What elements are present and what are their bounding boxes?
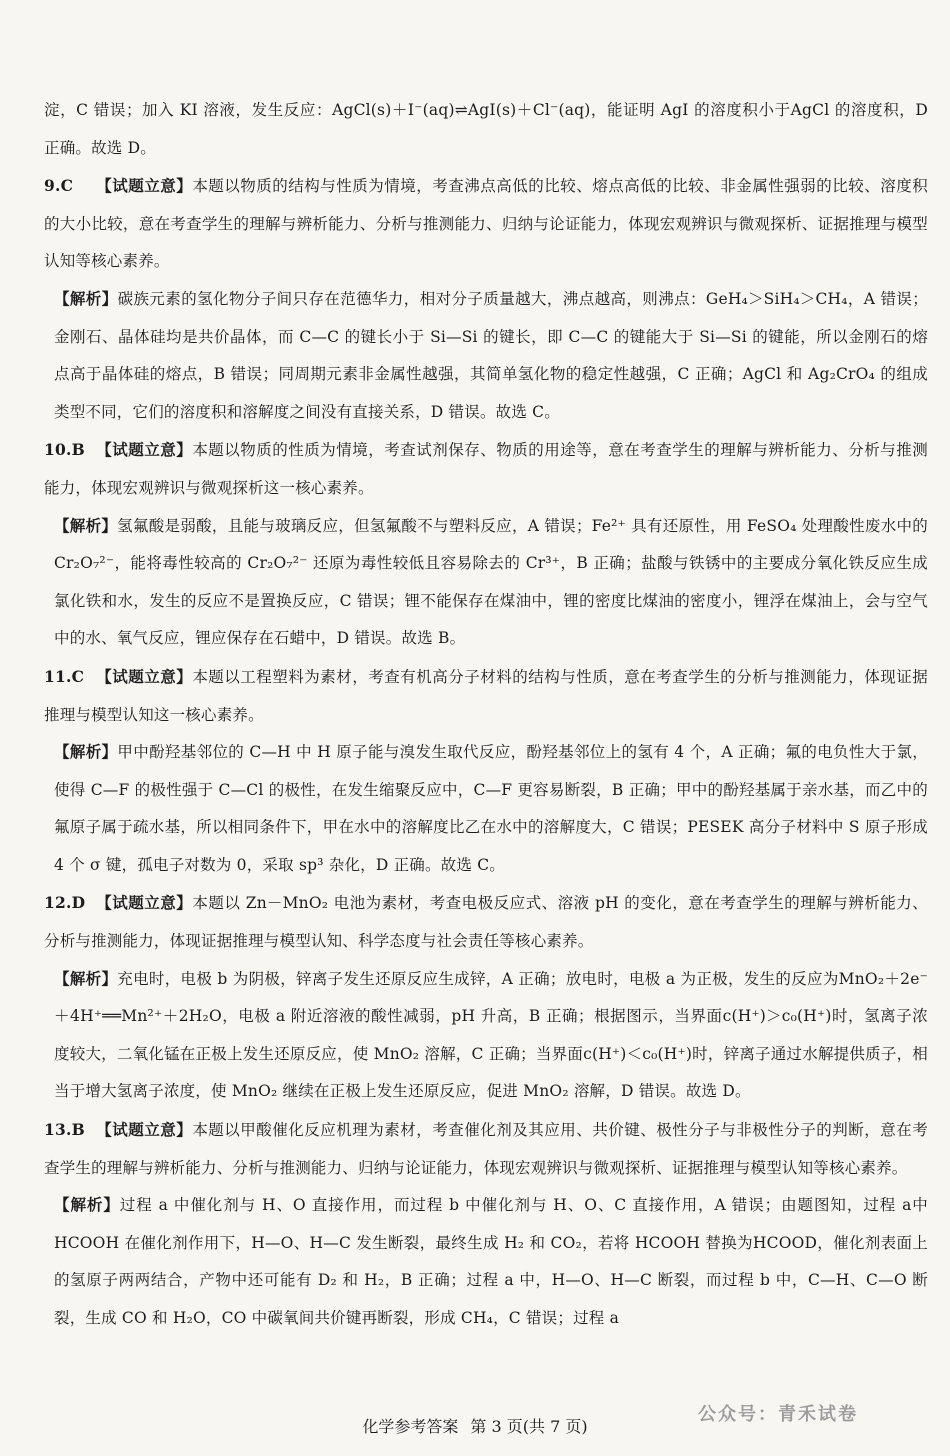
analysis-text: 氢氟酸是弱酸，且能与玻璃反应，但氢氟酸不与塑料反应，A 错误；Fe²⁺ 具有还原性，用 FeSO₄ 处理酸性废水中的 Cr₂O₇²⁻，能将毒性较高的 Cr₂O₇²⁻ 还原为毒性较低且容易除去的 Cr³⁺，B 正确；盐酸与铁锈中的主要成分氧化铁反应生成氯化铁和水，发生的反应不是置换反应，C 错误；锂不能保存在煤油中，锂的密度比煤油的密度小，锂浮在煤油上，会与空气中的水、氧气反应，锂应保存在石蜡中，D 错误。故选 B。 bbox=[54, 516, 928, 648]
analysis-text: 充电时，电极 b 为阴极，锌离子发生还原反应生成锌，A 正确；放电时，电极 a 为正极，发生的反应为MnO₂＋2e⁻＋4H⁺══Mn²⁺＋2H₂O，电极 a 附近溶液的酸性减弱，pH 升高，B 正确；根据图示，当界面c(H⁺)＞c₀(H⁺)时，氢离子浓度较大，二氧化锰在正极上发生还原反应，使 MnO₂ 溶解，C 正确；当界面c(H⁺)＜c₀(H⁺)时，锌离子通过水解提供质子，相当于增大氢离子浓度，使 MnO₂ 继续在正极上发生还原反应，促进 MnO₂ 溶解，D 错误。故选 D。 bbox=[54, 969, 928, 1101]
intro-paragraph: 淀，C 错误；加入 KI 溶液，发生反应：AgCl(s)＋I⁻(aq)⇌AgI(s)＋Cl⁻(aq)，能证明 AgI 的溶度积小于AgCl 的溶度积，D 正确。故选 D。 bbox=[44, 101, 928, 157]
intent-text: 本题以甲酸催化反应机理为素材，考查催化剂及其应用、共价键、极性分子与非极性分子的判断，意在考查学生的理解与辨析能力、分析与推测能力、归纳与论证能力，体现宏观辨识与微观探析、证据推理与模型认知等核心素养。 bbox=[44, 1121, 928, 1177]
item-analysis-paragraph bbox=[44, 1187, 928, 1337]
intent-text: 本题以物质的结构与性质为情境，考查沸点高低的比较、熔点高低的比较、非金属性强弱的比较、溶度积的大小比较，意在考查学生的理解与辨析能力、分析与推测能力、归纳与论证能力，体现宏观辨识与微观探析、证据推理与模型认知等核心素养。 bbox=[44, 177, 928, 271]
analysis-text: 甲中酚羟基邻位的 C—H 中 H 原子能与溴发生取代反应，酚羟基邻位上的氢有 4 个，A 正确；氟的电负性大于氯，使得 C—F 的极性强于 C—Cl 的极性，在发生缩聚反应中，C—F 更容易断裂，B 正确；甲中的酚羟基属于亲水基，而乙中的氟原子属于疏水基，所以相同条件下，甲在水中的溶解度比乙在水中的溶解度大，C 错误；PESEK 高分子材料中 S 原子形成 4 个 σ 键，孤电子对数为 0，采取 sp³ 杂化，D 正确。故选 C。 bbox=[54, 743, 928, 874]
question-number: 12.D bbox=[44, 893, 86, 913]
analysis-tag: 【解析】 bbox=[54, 1196, 120, 1215]
question-number: 10.B bbox=[44, 440, 85, 460]
question-number: 9.C bbox=[44, 176, 74, 196]
answer-item-9 bbox=[44, 167, 928, 431]
answer-content bbox=[44, 92, 928, 1338]
question-number: 13.B bbox=[44, 1120, 85, 1140]
item-intent-paragraph bbox=[44, 431, 928, 507]
item-analysis-paragraph bbox=[44, 281, 928, 431]
intent-tag: 【试题立意】 bbox=[96, 894, 193, 913]
answer-item-12 bbox=[44, 884, 928, 1111]
intent-tag: 【试题立意】 bbox=[96, 177, 193, 196]
analysis-tag: 【解析】 bbox=[54, 969, 118, 988]
item-intent-paragraph bbox=[44, 658, 928, 734]
item-intent-paragraph bbox=[44, 167, 928, 281]
item-analysis-paragraph bbox=[44, 508, 928, 658]
watermark: 公众号：青禾试卷 bbox=[698, 1404, 858, 1425]
intent-text: 本题以工程塑料为素材，考查有机高分子材料的结构与性质，意在考查学生的分析与推测能力，体现证据推理与模型认知这一核心素养。 bbox=[44, 667, 928, 724]
analysis-text: 碳族元素的氢化物分子间只存在范德华力，相对分子质量越大，沸点越高，则沸点：GeH₄＞SiH₄＞CH₄，A 错误；金刚石、晶体硅均是共价晶体，而 C—C 的键长小于 Si—Si 的键长，即 C—C 的键能大于 Si—Si 的键能，所以金刚石的熔点高于晶体硅的熔点，B 错误；同周期元素非金属性越强，其简单氢化物的稳定性越强，C 正确；AgCl 和 Ag₂CrO₄ 的组成类型不同，它们的溶度积和溶解度之间没有直接关系，D 错误。故选 C。 bbox=[54, 289, 928, 421]
intent-text: 本题以 Zn－MnO₂ 电池为素材，考查电极反应式、溶液 pH 的变化，意在考查学生的理解与辨析能力、分析与推测能力，体现证据推理与模型认知、科学态度与社会责任等核心素养。 bbox=[44, 894, 928, 951]
item-analysis-paragraph bbox=[44, 961, 928, 1111]
intent-text: 本题以物质的性质为情境，考查试剂保存、物质的用途等，意在考查学生的理解与辨析能力、分析与推测能力，体现宏观辨识与微观探析这一核心素养。 bbox=[44, 441, 928, 497]
analysis-tag: 【解析】 bbox=[54, 743, 118, 762]
analysis-text: 过程 a 中催化剂与 H、O 直接作用，而过程 b 中催化剂与 H、O、C 直接作用，A 错误；由题图知，过程 a中 HCOOH 在催化剂作用下，H—O、H—C 发生断裂，最终生成 H₂ 和 CO₂，若将 HCOOH 替换为HCOOD，催化剂表面上的氢原子两两结合，产物中还可能有 D₂ 和 H₂，B 正确；过程 a 中，H—O、H—C 断裂，而过程 b 中，C—H、C—O 断裂，生成 CO 和 H₂O，CO 中碳氧间共价键再断裂，形成 CH₄，C 错误；过程 a bbox=[54, 1196, 928, 1327]
item-intent-paragraph bbox=[44, 1111, 928, 1187]
footer-page-number: 第 3 页(共 7 页) bbox=[470, 1417, 588, 1436]
item-analysis-paragraph bbox=[44, 734, 928, 884]
question-number: 11.C bbox=[44, 666, 85, 686]
answer-item-13 bbox=[44, 1111, 928, 1338]
item-intent-paragraph bbox=[44, 884, 928, 960]
footer-subject: 化学参考答案 bbox=[362, 1417, 459, 1436]
analysis-tag: 【解析】 bbox=[54, 289, 118, 308]
analysis-tag: 【解析】 bbox=[54, 516, 118, 535]
answer-item-10 bbox=[44, 431, 928, 658]
answer-item-11 bbox=[44, 658, 928, 885]
intent-tag: 【试题立意】 bbox=[96, 1121, 193, 1140]
intent-tag: 【试题立意】 bbox=[96, 667, 193, 686]
intent-tag: 【试题立意】 bbox=[96, 441, 193, 460]
